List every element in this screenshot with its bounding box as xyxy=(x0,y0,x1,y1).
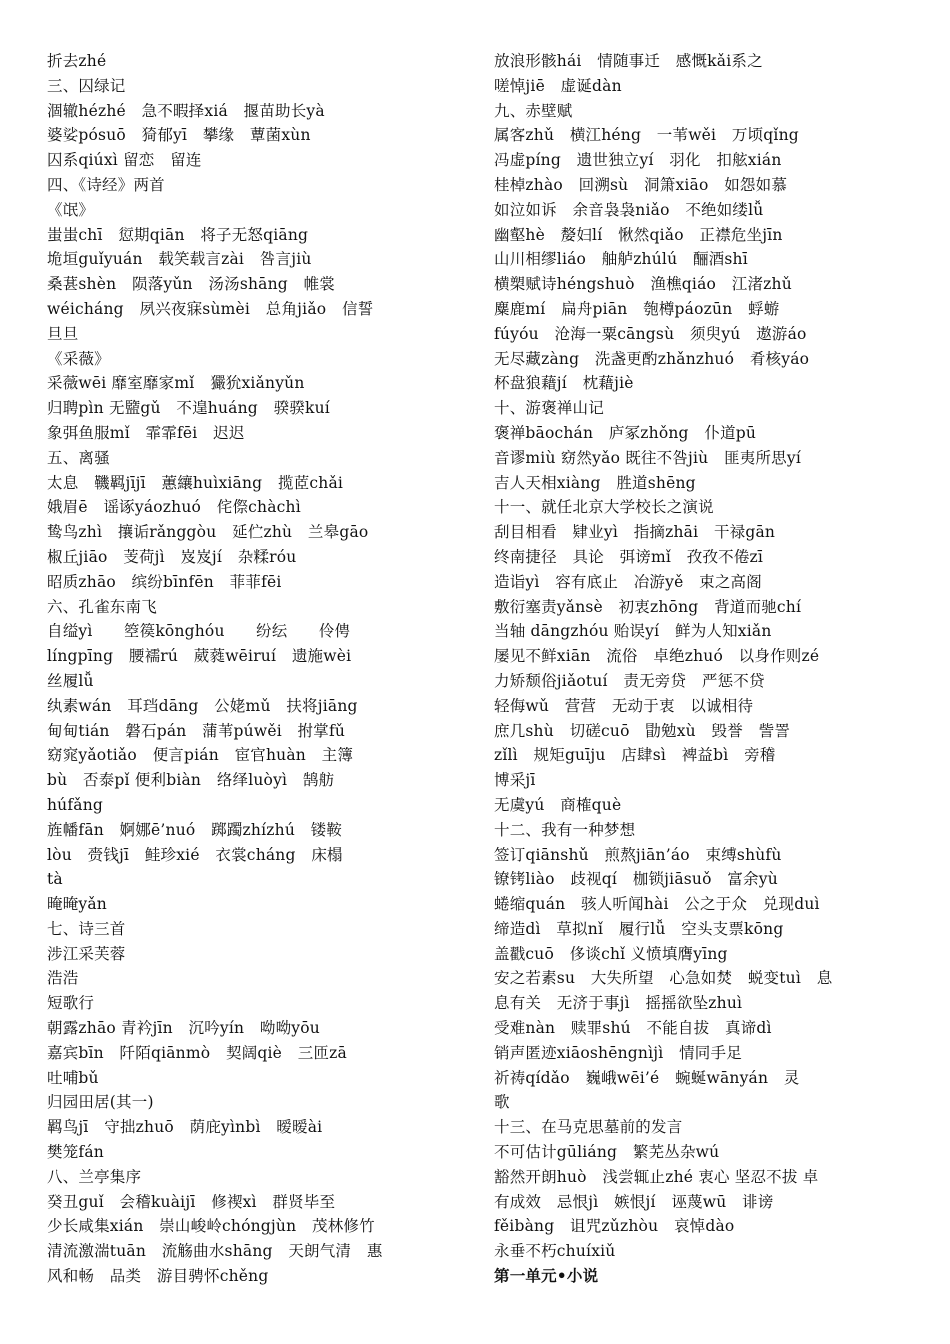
text-line: 山川相缪liáo 舳舻zhúlú 酾酒shī xyxy=(494,250,748,269)
text-line: 有成效 忌恨jì 嫉恨jí 诬蔑wū 诽谤 xyxy=(494,1192,774,1211)
text-line: 签订qiānshǔ 煎熬jiān’áo 束缚shùfù xyxy=(494,845,782,864)
left-column xyxy=(47,49,467,1289)
text-line: 十一、就任北京大学校长之演说 xyxy=(494,498,714,517)
text-line: 娥眉ē 谣诼yáozhuó 侘傺chàchì xyxy=(47,498,301,517)
text-line: tà xyxy=(47,870,63,889)
text-line: 十三、在马克思墓前的发言 xyxy=(494,1118,683,1137)
text-line: 《采薇》 xyxy=(47,349,110,368)
text-line: 受难nàn 赎罪shú 不能自拔 真谛dì xyxy=(494,1019,772,1038)
text-line: zǐlì 规矩guīju 店肆sì 裨益bì 旁稽 xyxy=(494,746,776,765)
text-line: 鸷鸟zhì 攘诟rǎnggòu 延伫zhù 兰皋gāo xyxy=(47,523,369,542)
text-line: 癸丑guǐ 会稽kuàijī 修禊xì 群贤毕至 xyxy=(47,1192,336,1211)
text-line: 丝履lǚ xyxy=(47,671,94,690)
text-line: wéicháng 夙兴夜寐sùmèi 总角jiǎo 信誓 xyxy=(47,299,374,318)
text-line: 十、游褒禅山记 xyxy=(494,399,604,418)
text-line: 羁鸟jī 守拙zhuō 荫庇yìnbì 暧暧ài xyxy=(47,1118,323,1137)
text-line: 吉人天相xiàng 胜道shēng xyxy=(494,473,696,492)
text-line: 销声匿迹xiāoshēngnìjì 情同手足 xyxy=(494,1043,742,1062)
text-line: 纨素wán 耳珰dāng 公姥mǔ 扶将jiāng xyxy=(47,696,358,715)
text-line: 吐哺bǔ xyxy=(47,1068,99,1087)
text-line: 自缢yì 箜篌kōnghóu 纷纭 伶俜 xyxy=(47,622,351,641)
text-line: 朝露zhāo 青衿jīn 沉吟yín 呦呦yōu xyxy=(47,1019,320,1038)
text-line: 短歌行 xyxy=(47,994,95,1013)
text-line: 五、离骚 xyxy=(47,448,110,467)
text-line: 涸辙hézhé 急不暇择xiá 揠苗助长yà xyxy=(47,101,325,120)
text-line: 第一单元•小说 xyxy=(494,1266,599,1286)
text-line: bù 否泰pǐ 便利biàn 络绎luòyì 鹄舫 xyxy=(47,771,335,790)
text-line: 《氓》 xyxy=(47,200,95,219)
text-line: 不可估计gūliáng 繁芜丛杂wú xyxy=(494,1143,720,1162)
text-line: 祈祷qídǎo 巍峨wēi’é 蜿蜒wānyán 灵 xyxy=(494,1068,800,1087)
text-line: 蚩蚩chī 愆期qiān 将子无怒qiāng xyxy=(47,225,309,244)
text-line: 豁然开朗huò 浅尝辄止zhé 衷心 坚忍不拔 卓 xyxy=(494,1167,819,1186)
text-line: 镣铐liào 歧视qí 枷锁jiāsuǒ 富余yù xyxy=(494,870,778,889)
text-line: 歌 xyxy=(494,1093,510,1112)
text-line: 浩浩 xyxy=(47,969,79,988)
text-line: 敷衍塞责yǎnsè 初衷zhōng 背道而驰chí xyxy=(494,597,802,616)
text-line: 昭质zhāo 缤纷bīnfēn 菲菲fēi xyxy=(47,572,282,591)
text-line: 轻侮wǔ 营营 无动于衷 以诚相待 xyxy=(494,696,754,715)
text-line: 幽壑hè 嫠妇lí 愀然qiǎo 正襟危坐jīn xyxy=(494,225,783,244)
text-line: 安之若素su 大失所望 心急如焚 蜕变tuì 息 xyxy=(494,969,833,988)
text-line: 息有关 无济于事jì 摇摇欲坠zhuì xyxy=(494,994,743,1013)
text-line: fúyóu 沧海一粟cāngsù 须臾yú 遨游áo xyxy=(494,324,807,343)
text-line: 窈窕yǎotiǎo 便言pián 宦官huàn 主簿 xyxy=(47,746,354,765)
text-line: 晻晻yǎn xyxy=(47,895,107,914)
text-line: 无尽藏zàng 洗盏更酌zhǎnzhuó 肴核yáo xyxy=(494,349,810,368)
text-line: 婆娑pósuō 猗郁yī 攀缘 蕈菌xùn xyxy=(47,126,311,145)
text-line: 蜷缩quán 骇人听闻hài 公之于众 兑现duì xyxy=(494,895,820,914)
text-line: 太息 鞿羁jījī 蕙纕huìxiāng 揽茝chǎi xyxy=(47,473,344,492)
text-line: 力矫颓俗jiǎotuí 责无旁贷 严惩不贷 xyxy=(494,671,765,690)
text-line: 终南捷径 具论 弭谤mǐ 孜孜不倦zī xyxy=(494,547,764,566)
text-line: 风和畅 品类 游目骋怀chěng xyxy=(47,1267,269,1286)
text-line: 少长咸集xián 崇山峻岭chóngjùn 茂林修竹 xyxy=(47,1217,375,1236)
text-line: 桑葚shèn 陨落yǔn 汤汤shāng 帷裳 xyxy=(47,275,335,294)
text-line: 采薇wēi 靡室靡家mǐ 玁狁xiǎnyǔn xyxy=(47,374,305,393)
text-line: 盖戳cuō 侈谈chǐ 义愤填膺yīng xyxy=(494,944,728,963)
text-line: 樊笼fán xyxy=(47,1143,104,1162)
text-line: fěibàng 诅咒zǔzhòu 哀悼dào xyxy=(494,1217,735,1236)
text-line: 屡见不鲜xiān 流俗 卓绝zhuó 以身作则zé xyxy=(494,647,820,666)
text-line: 无虞yú 商榷què xyxy=(494,795,622,814)
text-line: 六、孔雀东南飞 xyxy=(47,597,157,616)
text-line: 七、诗三首 xyxy=(47,919,126,938)
text-line: 嘉宾bīn 阡陌qiānmò 契阔qiè 三匝zā xyxy=(47,1043,347,1062)
text-line: 象弭鱼服mǐ 霏霏fēi 迟迟 xyxy=(47,423,245,442)
right-column xyxy=(494,49,914,1289)
text-line: 属客zhǔ 横江héng 一苇wěi 万顷qǐng xyxy=(494,126,799,145)
text-line: 囚系qiúxì 留恋 留连 xyxy=(47,151,202,170)
text-line: 清流激湍tuān 流觞曲水shāng 天朗气清 惠 xyxy=(47,1242,383,1261)
text-line: húfǎng xyxy=(47,795,104,814)
text-line: 放浪形骸hái 情随事迁 感慨kǎi系之 xyxy=(494,52,763,70)
text-line: 椒丘jiāo 芰荷jì 岌岌jí 杂糅róu xyxy=(47,547,297,566)
text-line: 横槊赋诗héngshuò 渔樵qiáo 江渚zhǔ xyxy=(494,275,792,294)
text-line: 垝垣guǐyuán 载笑载言zài 咎言jiù xyxy=(47,250,312,269)
text-line: 旦旦 xyxy=(47,324,79,343)
text-line: 造诣yì 容有底止 冶游yě 束之高阁 xyxy=(494,572,762,591)
text-line: 麋鹿mí 扁舟piān 匏樽páozūn 蜉蝣 xyxy=(494,299,780,318)
text-line: 归聘pìn 无盬gǔ 不遑huáng 骙骙kuí xyxy=(47,399,330,418)
text-line: 当轴 dāngzhóu 贻误yí 鲜为人知xiǎn xyxy=(494,622,772,641)
text-line: 九、赤壁赋 xyxy=(494,101,573,120)
text-line: 三、囚绿记 xyxy=(47,76,126,95)
text-line: 八、兰亭集序 xyxy=(47,1167,142,1186)
text-line: 归园田居(其一) xyxy=(47,1093,154,1112)
text-line: 褒禅bāochán 庐冢zhǒng 仆道pū xyxy=(494,423,757,442)
text-line: 桂棹zhào 回溯sù 洞箫xiāo 如怨如慕 xyxy=(494,175,788,194)
text-line: 四、《诗经》两首 xyxy=(47,175,165,194)
text-line: 永垂不朽chuíxiǔ xyxy=(494,1242,616,1261)
text-line: 折去zhé xyxy=(47,52,107,70)
text-line: 旌幡fān 婀娜ē’nuó 踯躅zhízhú 镂鞍 xyxy=(47,820,343,839)
text-line: 缔造dì 草拟nǐ 履行lǚ 空头支票kōng xyxy=(494,919,784,938)
text-line: 博采jī xyxy=(494,771,536,790)
text-line: língpīng 腰襦rú 葳蕤wēiruí 遗施wèi xyxy=(47,647,352,666)
text-line: 甸甸tián 磐石pán 蒲苇púwěi 拊掌fǔ xyxy=(47,721,346,740)
text-line: 如泣如诉 余音袅袅niǎo 不绝如缕lǚ xyxy=(494,200,764,219)
text-line: lòu 赍钱jī 鲑珍xié 衣裳cháng 床榻 xyxy=(47,845,343,864)
text-line: 庶几shù 切磋cuō 勖勉xù 毁誉 訾詈 xyxy=(494,721,791,740)
text-line: 十二、我有一种梦想 xyxy=(494,820,636,839)
text-line: 杯盘狼藉jí 枕藉jiè xyxy=(494,374,634,393)
text-line: 嗟悼jiē 虚诞dàn xyxy=(494,76,622,95)
text-line: 冯虚píng 遗世独立yí 羽化 扣舷xián xyxy=(494,151,782,170)
text-line: 音谬miù 窈然yǎo 既往不咎jiù 匪夷所思yí xyxy=(494,448,801,467)
text-line: 刮目相看 肄业yì 指摘zhāi 干禄gān xyxy=(494,523,776,542)
text-line: 涉江采芙蓉 xyxy=(47,944,126,963)
